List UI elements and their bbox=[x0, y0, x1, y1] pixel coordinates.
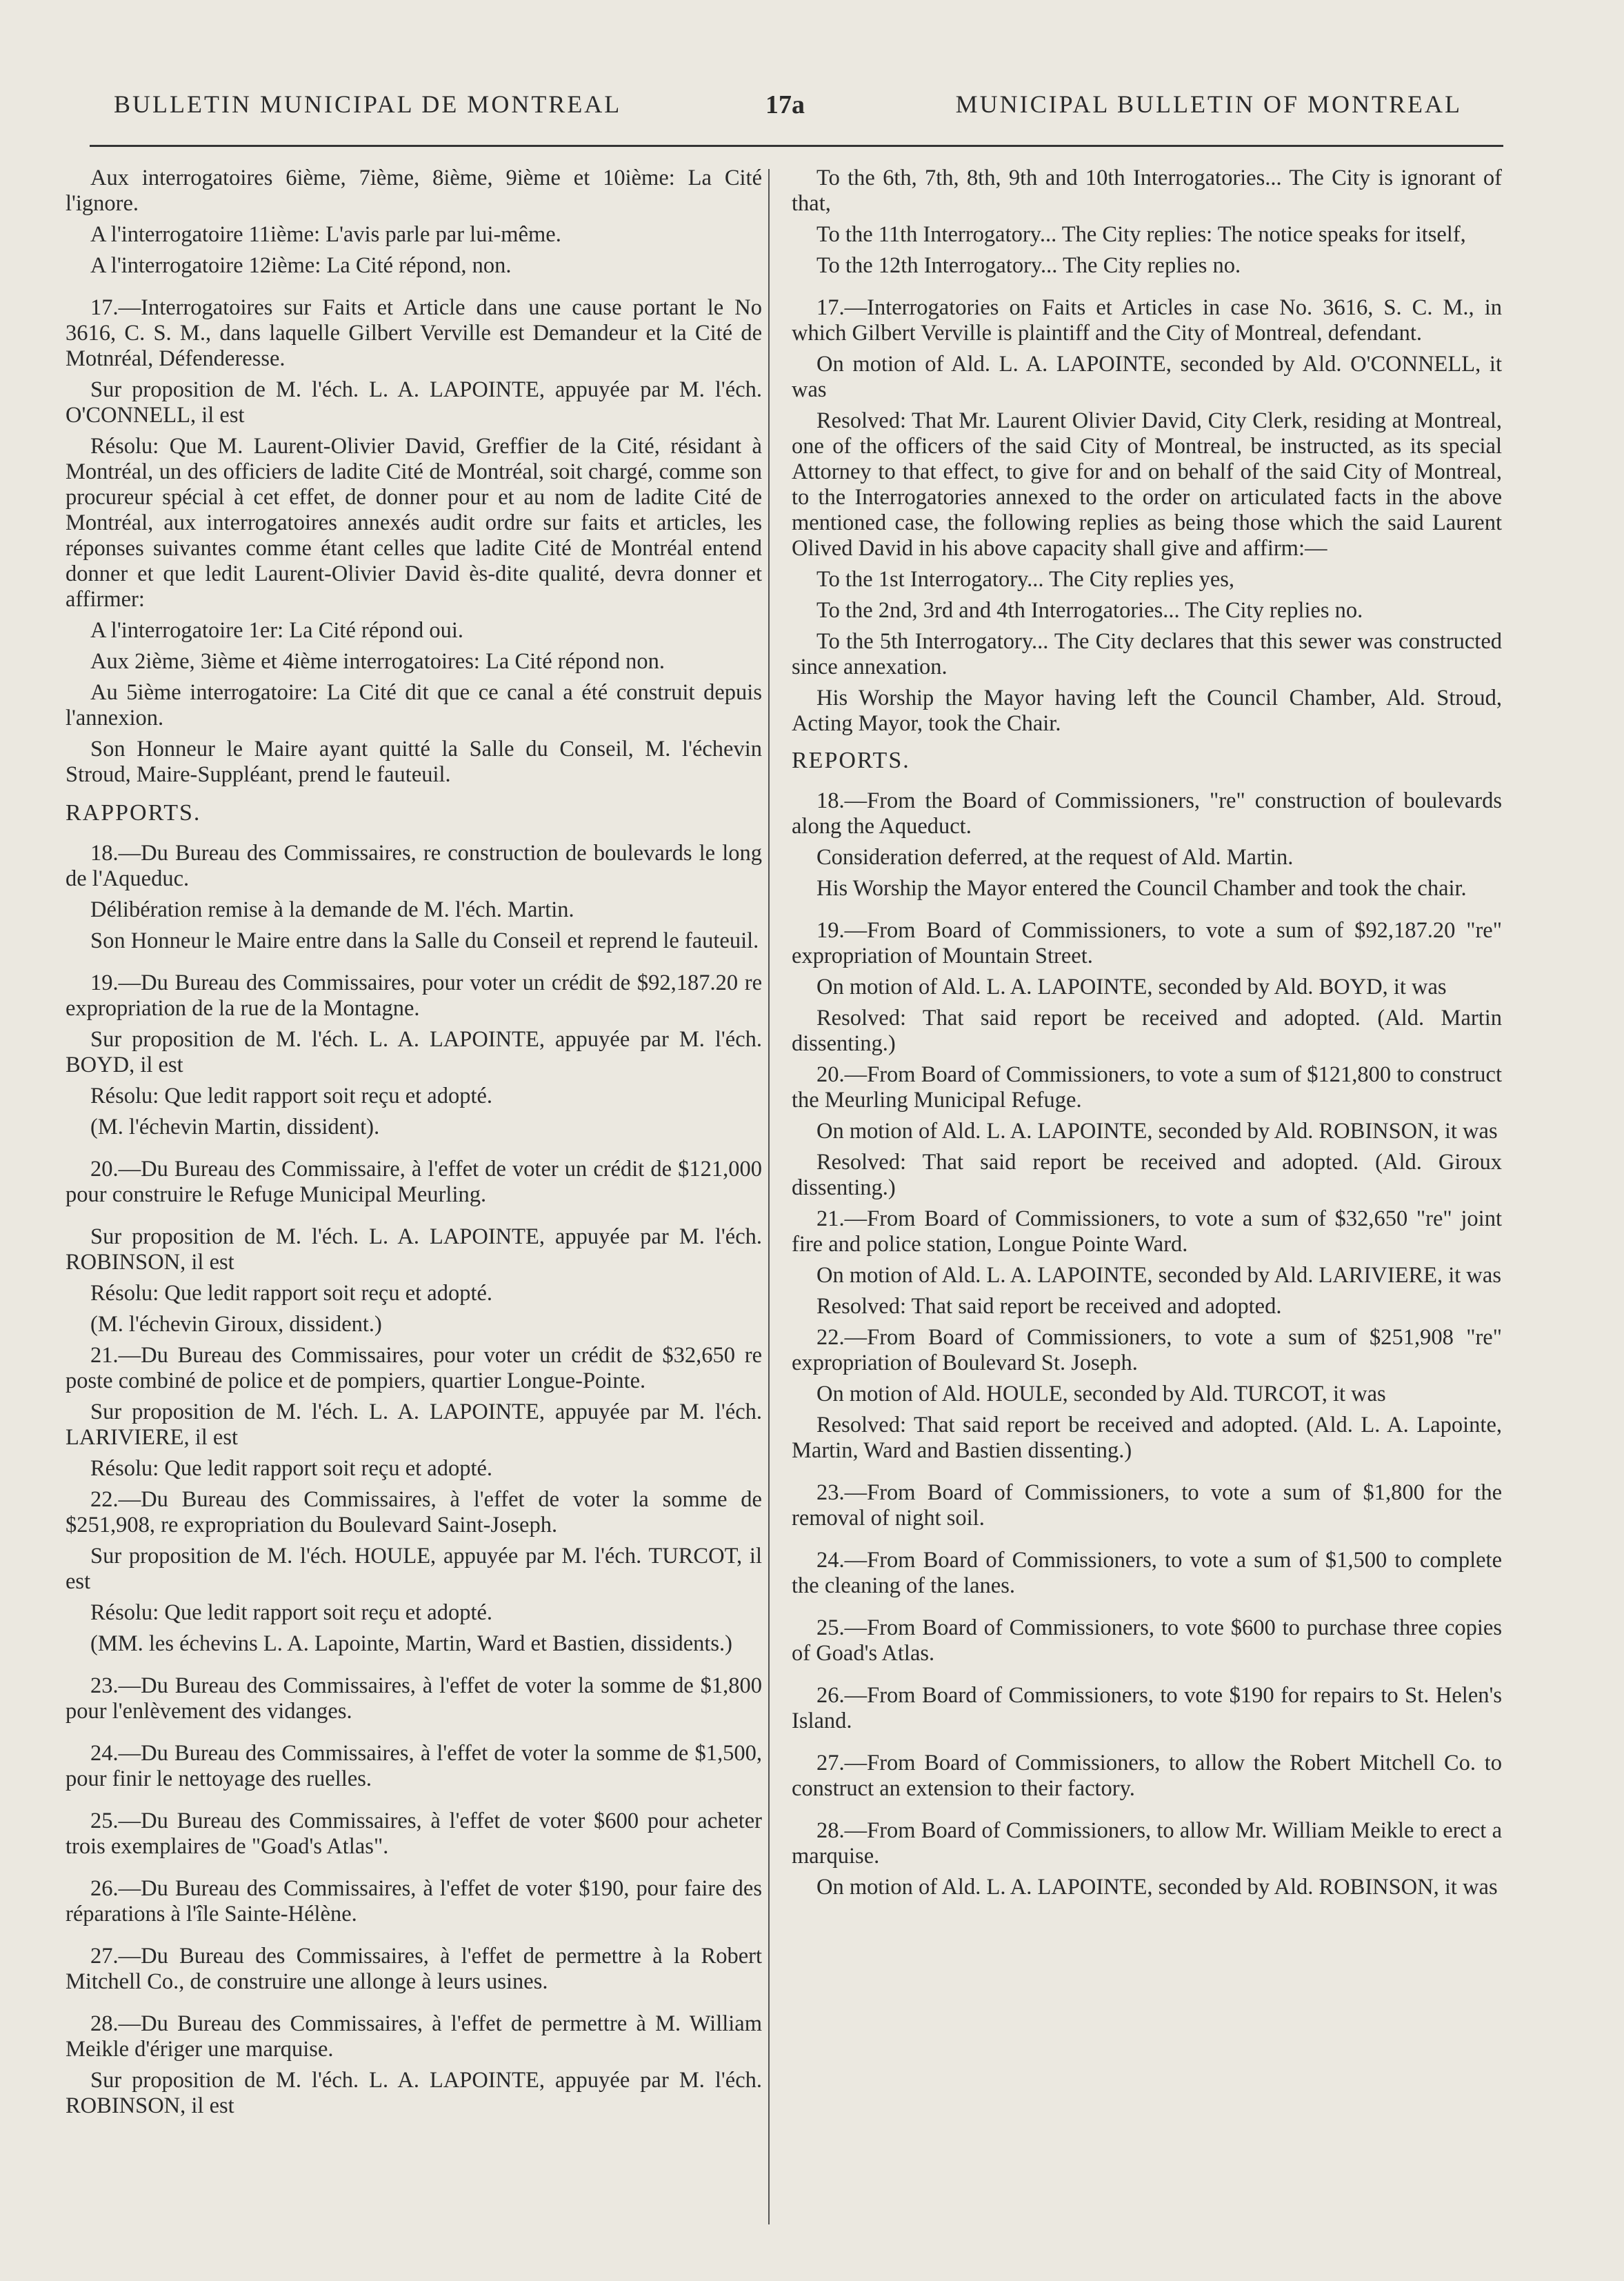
page-number: 17a bbox=[765, 90, 805, 119]
paragraph: Resolved: That said report be received and adopted. (Ald. Giroux dissenting.) bbox=[792, 1150, 1502, 1200]
paragraph: Sur proposition de M. l'éch. L. A. LAPOINTE, appuyée par M. l'éch. BOYD, il est bbox=[66, 1027, 762, 1077]
paragraph: His Worship the Mayor having left the Council Chamber, Ald. Stroud, Acting Mayor, took the Chair. bbox=[792, 686, 1502, 736]
paragraph: (MM. les échevins L. A. Lapointe, Martin, Ward et Bastien, dissidents.) bbox=[90, 1631, 732, 1656]
paragraph: 24.—Du Bureau des Commissaires, à l'effet de voter la somme de $1,500, pour finir le nettoyage des ruelles. bbox=[66, 1741, 762, 1791]
paragraph: 18.—From the Board of Commissioners, "re" construction of boulevards along the Aqueduct. bbox=[792, 788, 1502, 839]
paragraph: 28.—From Board of Commissioners, to allow Mr. William Meikle to erect a marquise. bbox=[792, 1818, 1502, 1869]
paragraph: 27.—From Board of Commissioners, to allow the Robert Mitchell Co. to construct an extension to their factory. bbox=[792, 1751, 1502, 1801]
paragraph: 22.—From Board of Commissioners, to vote a sum of $251,908 "re" expropriation of Boulevard St. Joseph. bbox=[792, 1325, 1502, 1375]
paragraph: Résolu: Que ledit rapport soit reçu et adopté. bbox=[90, 1084, 493, 1108]
paragraph: Son Honneur le Maire ayant quitté la Salle du Conseil, M. l'échevin Stroud, Maire-Suppléant, prend le fauteuil. bbox=[66, 737, 762, 787]
paragraph: His Worship the Mayor entered the Council Chamber and took the chair. bbox=[816, 876, 1467, 901]
paragraph: 21.—Du Bureau des Commissaires, pour voter un crédit de $32,650 re poste combiné de police et de pompiers, quartier Longue-Pointe. bbox=[66, 1343, 762, 1393]
paragraph: Aux 2ième, 3ième et 4ième interrogatoires: La Cité répond non. bbox=[90, 649, 665, 674]
paragraph: Resolved: That said report be received and adopted. (Ald. L. A. Lapointe, Martin, Ward and Bastien dissenting.) bbox=[792, 1413, 1502, 1463]
paragraph: (M. l'échevin Martin, dissident). bbox=[90, 1115, 380, 1139]
page-header bbox=[103, 90, 1476, 138]
paragraph: 20.—From Board of Commissioners, to vote a sum of $121,800 to construct the Meurling Municipal Refuge. bbox=[792, 1062, 1502, 1113]
section-heading: RAPPORTS. bbox=[66, 800, 201, 826]
paragraph: To the 5th Interrogatory... The City declares that this sewer was constructed since annexation. bbox=[792, 629, 1502, 679]
paragraph: Résolu: Que ledit rapport soit reçu et adopté. bbox=[90, 1456, 493, 1481]
paragraph: 19.—Du Bureau des Commissaires, pour voter un crédit de $92,187.20 re expropriation de la rue de la Montagne. bbox=[66, 970, 762, 1021]
paragraph: Résolu: Que M. Laurent-Olivier David, Greffier de la Cité, résidant à Montréal, un des officiers de ladite Cité de Montréal, soit chargé, comme son procureur spécial à cet effet, de donner pour et au nom de ladite Cité de Montréal, aux interrogatoires annexés audit ordre sur faits et articles, les réponses suivantes comme étant celles que ladite Cité de Montréal entend donner et que ledit Laurent-Olivier David ès-dite qualité, devra donner et affirmer: bbox=[66, 434, 762, 612]
header-french-title: BULLETIN MUNICIPAL DE MONTREAL bbox=[114, 90, 622, 118]
paragraph: To the 1st Interrogatory... The City replies yes, bbox=[816, 567, 1235, 592]
header-rule bbox=[90, 145, 1503, 147]
paragraph: A l'interrogatoire 12ième: La Cité répond, non. bbox=[90, 253, 512, 278]
paragraph: To the 6th, 7th, 8th, 9th and 10th Interrogatories... The City is ignorant of that, bbox=[792, 166, 1502, 216]
paragraph: Délibération remise à la demande de M. l'éch. Martin. bbox=[90, 897, 574, 922]
paragraph: On motion of Ald. L. A. LAPOINTE, seconded by Ald. ROBINSON, it was bbox=[816, 1875, 1498, 1900]
paragraph: On motion of Ald. L. A. LAPOINTE, seconded by Ald. BOYD, it was bbox=[816, 975, 1447, 999]
paragraph: On motion of Ald. L. A. LAPOINTE, seconded by Ald. LARIVIERE, it was bbox=[816, 1263, 1501, 1288]
paragraph: A l'interrogatoire 11ième: L'avis parle par lui-même. bbox=[90, 222, 561, 247]
paragraph: On motion of Ald. HOULE, seconded by Ald. TURCOT, it was bbox=[816, 1382, 1386, 1406]
paragraph: 26.—Du Bureau des Commissaires, à l'effet de voter $190, pour faire des réparations à l'île Sainte-Hélène. bbox=[66, 1876, 762, 1926]
paragraph: 19.—From Board of Commissioners, to vote a sum of $92,187.20 "re" expropriation of Mountain Street. bbox=[792, 918, 1502, 968]
paragraph: (M. l'échevin Giroux, dissident.) bbox=[90, 1312, 382, 1337]
paragraph: To the 11th Interrogatory... The City replies: The notice speaks for itself, bbox=[816, 222, 1466, 247]
paragraph: On motion of Ald. L. A. LAPOINTE, seconded by Ald. O'CONNELL, it was bbox=[792, 352, 1502, 402]
paragraph: To the 2nd, 3rd and 4th Interrogatories... The City replies no. bbox=[816, 598, 1363, 623]
paragraph: Résolu: Que ledit rapport soit reçu et adopté. bbox=[90, 1600, 493, 1625]
paragraph: Aux interrogatoires 6ième, 7ième, 8ième, 9ième et 10ième: La Cité l'ignore. bbox=[66, 166, 762, 216]
header-english-title: MUNICIPAL BULLETIN OF MONTREAL bbox=[955, 90, 1462, 118]
paragraph: Son Honneur le Maire entre dans la Salle du Conseil et reprend le fauteuil. bbox=[90, 928, 759, 953]
paragraph: On motion of Ald. L. A. LAPOINTE, seconded by Ald. ROBINSON, it was bbox=[816, 1119, 1498, 1144]
paragraph: 28.—Du Bureau des Commissaires, à l'effet de permettre à M. William Meikle d'ériger une marquise. bbox=[66, 2011, 762, 2062]
paragraph: 18.—Du Bureau des Commissaires, re construction de boulevards le long de l'Aqueduc. bbox=[66, 841, 762, 891]
paragraph: Sur proposition de M. l'éch. L. A. LAPOINTE, appuyée par M. l'éch. ROBINSON, il est bbox=[66, 1224, 762, 1275]
paragraph: 25.—Du Bureau des Commissaires, à l'effet de voter $600 pour acheter trois exemplaires de "Goad's Atlas". bbox=[66, 1809, 762, 1859]
paragraph: 26.—From Board of Commissioners, to vote $190 for repairs to St. Helen's Island. bbox=[792, 1683, 1502, 1733]
paragraph: Resolved: That said report be received and adopted. bbox=[816, 1294, 1282, 1319]
paragraph: Resolved: That Mr. Laurent Olivier David, City Clerk, residing at Montreal, one of the officers of the said City of Montreal, be instructed, as its special Attorney to that effect, to give for and on behalf of the said City of Montreal, to the Interrogatories annexed to the order on articulated facts in the above mentioned case, the following replies as being those which the said Laurent Olived David in his above capacity shall give and affirm:— bbox=[792, 408, 1502, 561]
paragraph: Au 5ième interrogatoire: La Cité dit que ce canal a été construit depuis l'annexion. bbox=[66, 680, 762, 730]
paragraph: 25.—From Board of Commissioners, to vote $600 to purchase three copies of Goad's Atlas. bbox=[792, 1615, 1502, 1666]
paragraph: 21.—From Board of Commissioners, to vote a sum of $32,650 "re" joint fire and police station, Longue Pointe Ward. bbox=[792, 1206, 1502, 1257]
paragraph: 23.—Du Bureau des Commissaires, à l'effet de voter la somme de $1,800 pour l'enlèvement des vidanges. bbox=[66, 1673, 762, 1724]
paragraph: Consideration deferred, at the request of Ald. Martin. bbox=[816, 845, 1294, 870]
column-divider bbox=[768, 169, 770, 2224]
paragraph: 23.—From Board of Commissioners, to vote a sum of $1,800 for the removal of night soil. bbox=[792, 1480, 1502, 1531]
paragraph: 24.—From Board of Commissioners, to vote a sum of $1,500 to complete the cleaning of the lanes. bbox=[792, 1548, 1502, 1598]
paragraph: 20.—Du Bureau des Commissaire, à l'effet de voter un crédit de $121,000 pour construire le Refuge Municipal Meurling. bbox=[66, 1157, 762, 1207]
paragraph: Sur proposition de M. l'éch. HOULE, appuyée par M. l'éch. TURCOT, il est bbox=[66, 1544, 762, 1594]
paragraph: 17.—Interrogatories on Faits et Articles in case No. 3616, S. C. M., in which Gilbert Verville is plaintiff and the City of Montreal, defendant. bbox=[792, 295, 1502, 346]
paragraph: Resolved: That said report be received and adopted. (Ald. Martin dissenting.) bbox=[792, 1006, 1502, 1056]
paragraph: 27.—Du Bureau des Commissaires, à l'effet de permettre à la Robert Mitchell Co., de construire une allonge à leurs usines. bbox=[66, 1944, 762, 1994]
paragraph: Sur proposition de M. l'éch. L. A. LAPOINTE, appuyée par M. l'éch. ROBINSON, il est bbox=[66, 2068, 762, 2118]
paragraph: To the 12th Interrogatory... The City replies no. bbox=[816, 253, 1241, 278]
french-column bbox=[66, 166, 762, 2124]
paragraph: 17.—Interrogatoires sur Faits et Article dans une cause portant le No 3616, C. S. M., dans laquelle Gilbert Verville est Demandeur et la Cité de Motnréal, Défenderesse. bbox=[66, 295, 762, 371]
section-heading: REPORTS. bbox=[792, 748, 910, 773]
paragraph: Sur proposition de M. l'éch. L. A. LAPOINTE, appuyée par M. l'éch. LARIVIERE, il est bbox=[66, 1400, 762, 1450]
paragraph: Résolu: Que ledit rapport soit reçu et adopté. bbox=[90, 1281, 493, 1306]
english-column bbox=[792, 166, 1502, 1906]
paragraph: A l'interrogatoire 1er: La Cité répond oui. bbox=[90, 618, 464, 643]
paragraph: 22.—Du Bureau des Commissaires, à l'effet de voter la somme de $251,908, re expropriation du Boulevard Saint-Joseph. bbox=[66, 1487, 762, 1537]
paragraph: Sur proposition de M. l'éch. L. A. LAPOINTE, appuyée par M. l'éch. O'CONNELL, il est bbox=[66, 377, 762, 428]
